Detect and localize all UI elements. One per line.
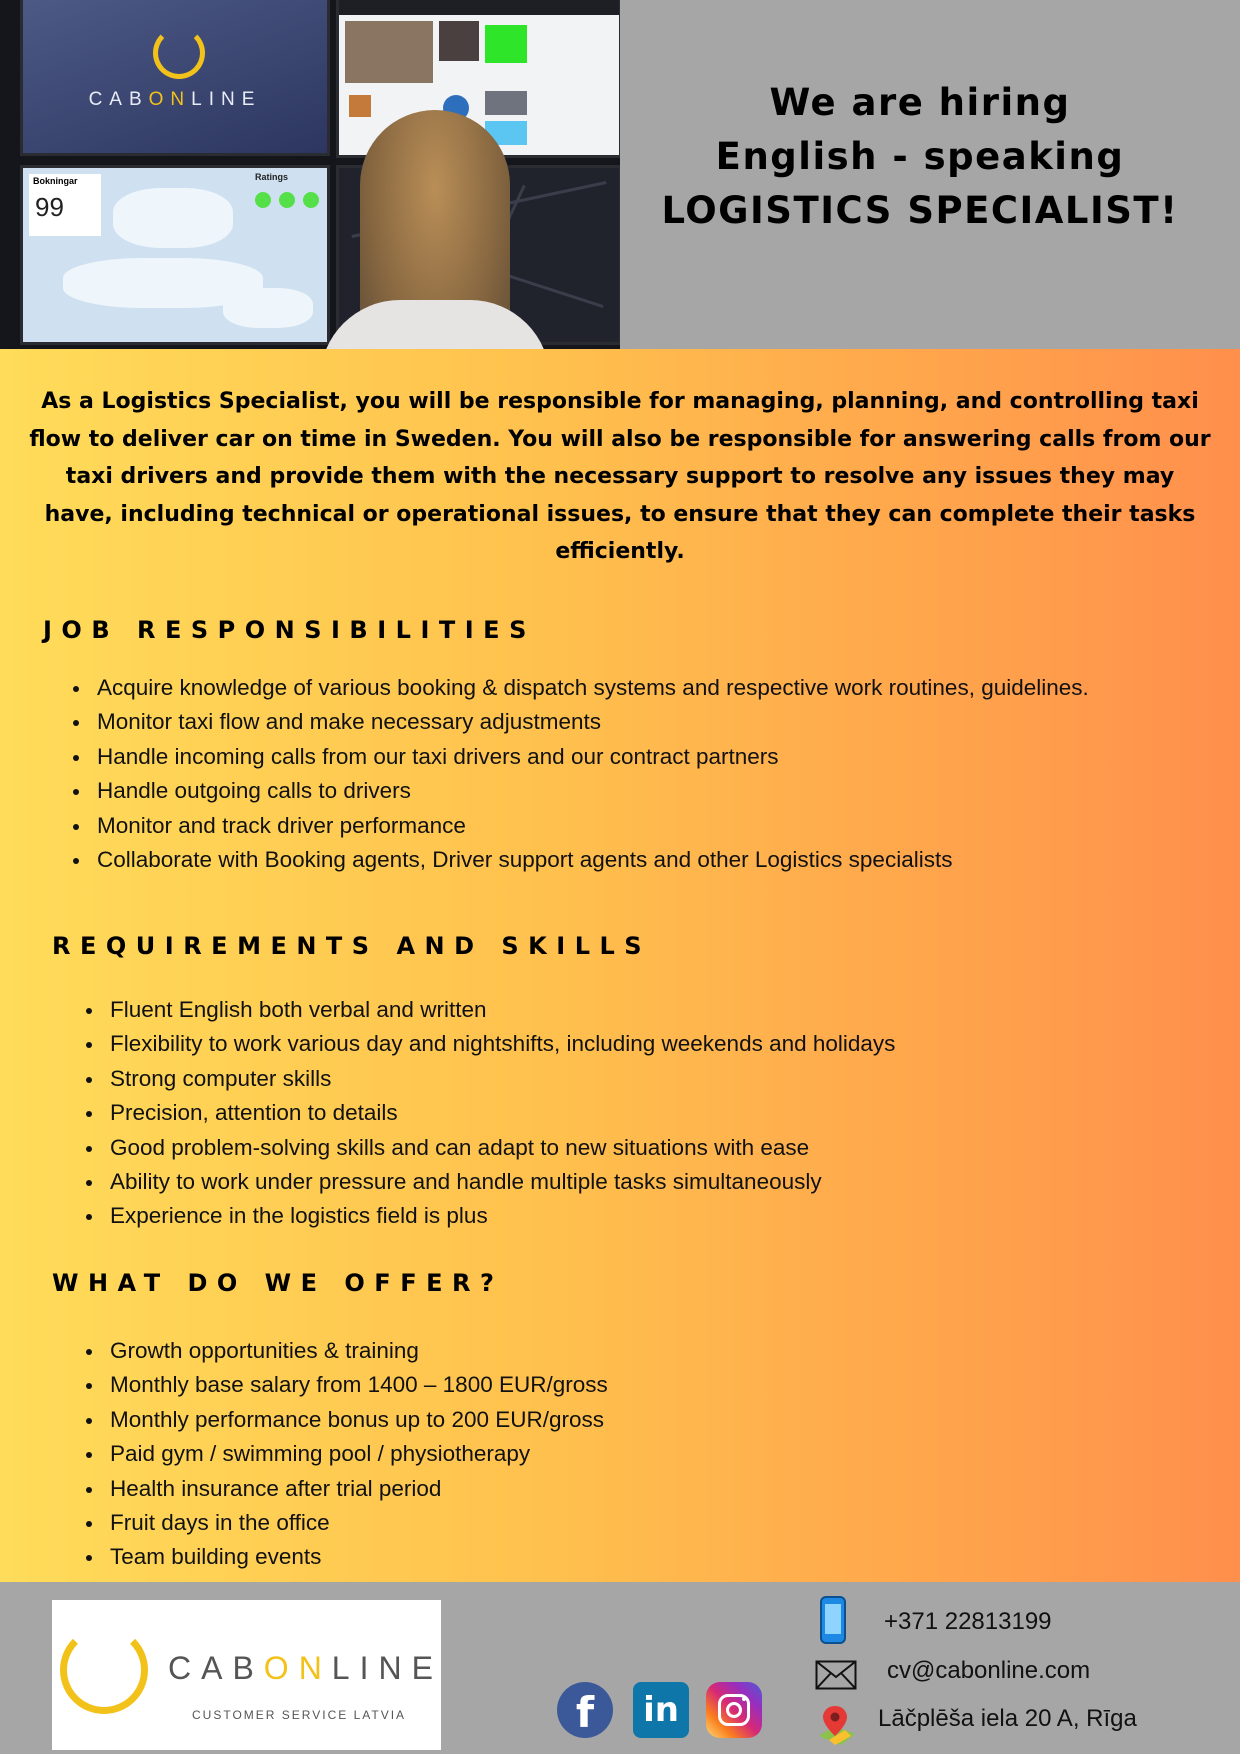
mail-icon	[815, 1660, 857, 1690]
section-title-requirements: REQUIREMENTS AND SKILLS	[52, 932, 652, 960]
list-item: Handle incoming calls from our taxi drivers and our contract partners	[95, 740, 1089, 774]
list-item: Experience in the logistics field is plus	[108, 1199, 895, 1233]
linkedin-icon[interactable]: in	[633, 1682, 689, 1738]
monitor-brand-text: CABONLINE	[88, 89, 262, 110]
monitor-logo-screen	[20, 0, 330, 156]
list-item: Good problem-solving skills and can adapt to new situations with ease	[108, 1131, 895, 1165]
location-pin-icon	[815, 1704, 859, 1746]
list-item: Monthly base salary from 1400 – 1800 EUR/gross	[108, 1368, 608, 1402]
list-item: Team building events	[108, 1540, 608, 1574]
list-item: Monthly performance bonus up to 200 EUR/gross	[108, 1403, 608, 1437]
responsibilities-list	[95, 671, 1089, 877]
offer-list	[108, 1334, 608, 1575]
header-band	[0, 0, 1240, 349]
list-item: Acquire knowledge of various booking & dispatch systems and respective work routines, guidelines.	[95, 671, 1089, 705]
facebook-icon[interactable]: f	[557, 1682, 613, 1738]
control-room-photo	[0, 0, 620, 349]
bookings-panel	[29, 174, 101, 236]
list-item: Precision, attention to details	[108, 1096, 895, 1130]
ratings-title: Ratings	[255, 172, 289, 182]
operator-silhouette	[360, 110, 510, 349]
bookings-title: Bokningar	[33, 176, 78, 186]
list-item: Monitor taxi flow and make necessary adjustments	[95, 705, 1089, 739]
list-item: Growth opportunities & training	[108, 1334, 608, 1368]
list-item: Strong computer skills	[108, 1062, 895, 1096]
list-item: Monitor and track driver performance	[95, 809, 1089, 843]
intro-paragraph: As a Logistics Specialist, you will be responsible for managing, planning, and controlling taxi flow to deliver car on time in Sweden. You will also be responsible for answering calls from our taxi drivers and provide them with the necessary support to resolve any issues they may have, including technical or operational issues, to ensure that they can complete their tasks efficiently.	[29, 389, 1211, 564]
section-title-offer: WHAT DO WE OFFER?	[52, 1269, 504, 1297]
cabonline-logo	[52, 1600, 441, 1750]
bookings-value: 99	[35, 192, 64, 222]
list-item: Collaborate with Booking agents, Driver support agents and other Logistics specialists	[95, 843, 1089, 877]
list-item: Ability to work under pressure and handle multiple tasks simultaneously	[108, 1165, 895, 1199]
list-item: Fruit days in the office	[108, 1506, 608, 1540]
list-item: Flexibility to work various day and nightshifts, including weekends and holidays	[108, 1027, 895, 1061]
list-item: Health insurance after trial period	[108, 1472, 608, 1506]
job-description-body	[0, 349, 1240, 1582]
headline-line-1: We are hiring	[769, 81, 1071, 124]
list-item: Fluent English both verbal and written	[108, 993, 895, 1027]
headline-line-2: English - speaking	[715, 135, 1125, 178]
list-item: Handle outgoing calls to drivers	[95, 774, 1089, 808]
monitor-map-screen	[20, 165, 330, 345]
phone-number[interactable]: +371 22813199	[884, 1608, 1052, 1635]
cabonline-ring-icon	[153, 27, 205, 79]
section-title-responsibilities: JOB RESPONSIBILITIES	[43, 616, 536, 644]
cabonline-ring-icon	[60, 1626, 148, 1714]
logo-wordmark: CABONLINE	[168, 1650, 443, 1686]
phone-icon	[820, 1596, 846, 1644]
office-address: Lāčplēša iela 20 A, Rīga	[878, 1705, 1137, 1732]
logo-subtitle: CUSTOMER SERVICE LATVIA	[192, 1708, 407, 1722]
requirements-list	[108, 993, 895, 1234]
hiring-headline	[640, 76, 1200, 238]
list-item: Paid gym / swimming pool / physiotherapy	[108, 1437, 608, 1471]
contact-footer	[0, 1582, 1240, 1754]
headline-line-3: LOGISTICS SPECIALIST!	[661, 189, 1179, 232]
email-address[interactable]: cv@cabonline.com	[887, 1657, 1091, 1684]
instagram-icon[interactable]	[706, 1682, 762, 1738]
